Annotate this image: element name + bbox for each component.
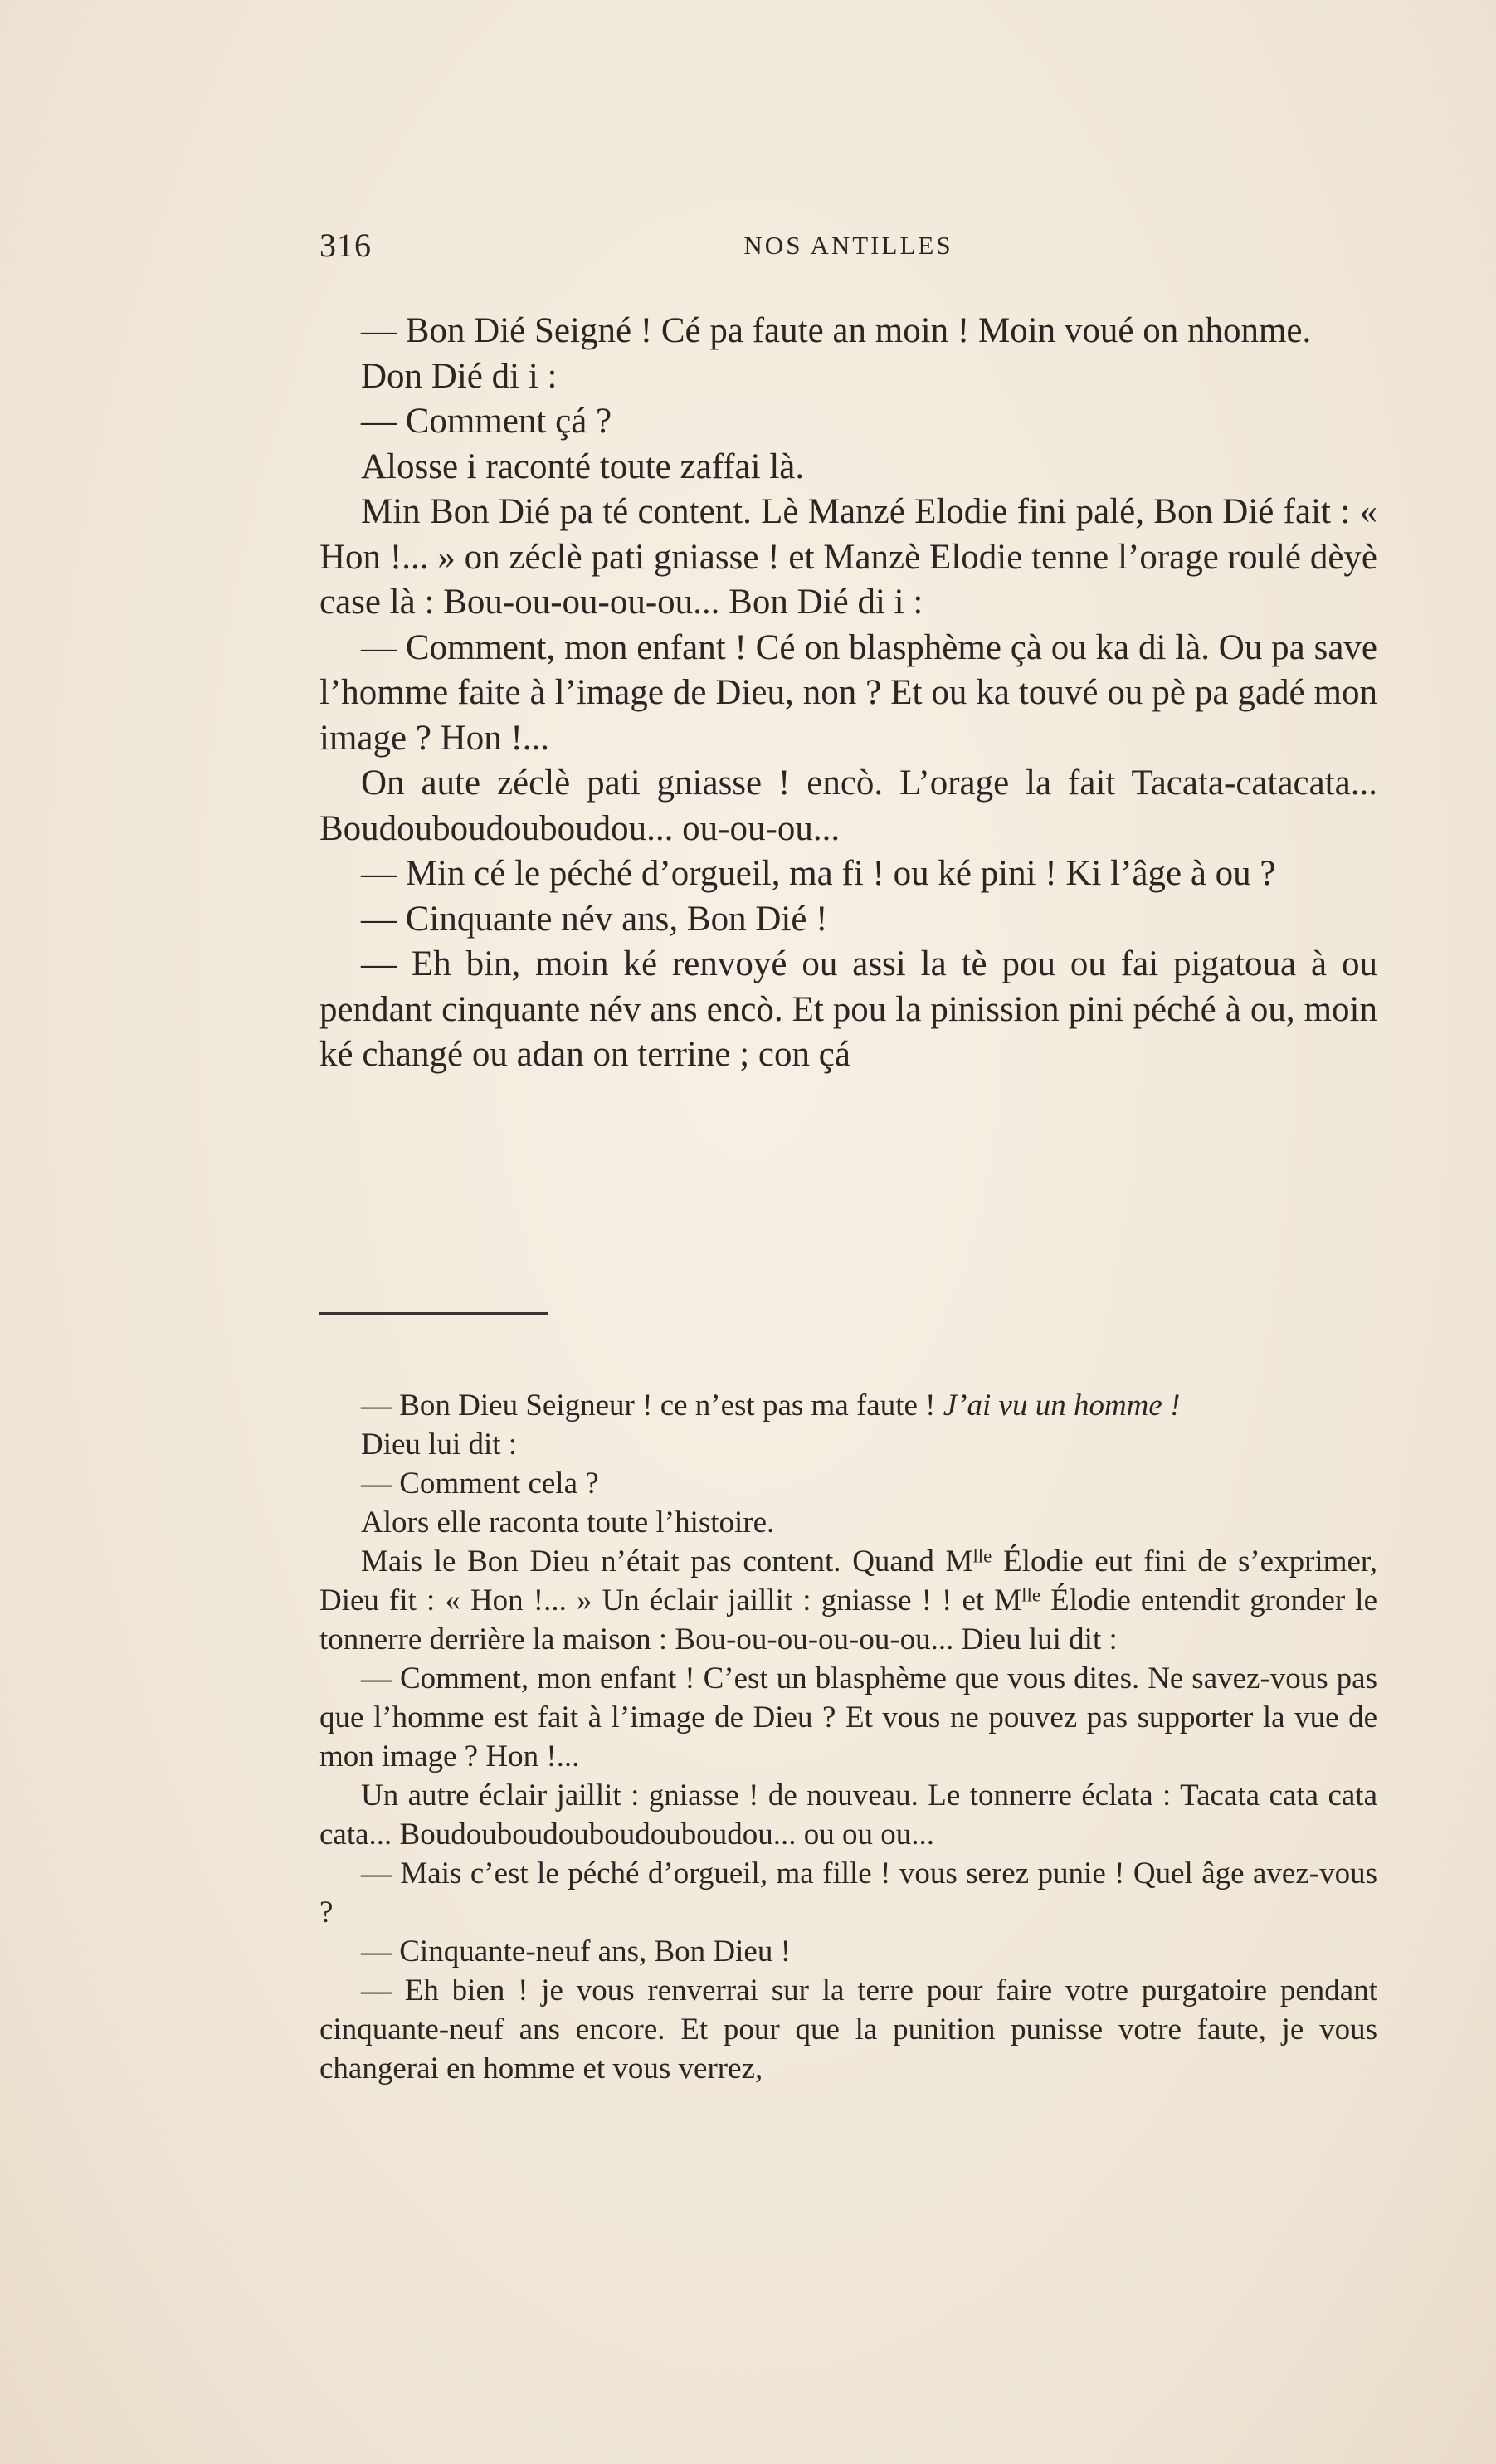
main-paragraph: Alosse i raconté toute zaffai là.: [361, 446, 805, 486]
note-paragraph: Alors elle raconta toute l’histoire.: [361, 1505, 775, 1539]
note-text: Mais le Bon Dieu n’était pas content. Quand M: [361, 1544, 973, 1578]
note-paragraph: Dieu lui dit :: [361, 1427, 518, 1461]
page-header: [319, 226, 1377, 267]
note-paragraph: — Comment, mon enfant ! C’est un blasphème que vous dites. Ne savez-vous pas que l’homme est fait à l’image de Dieu ? Et vous ne pouvez pas supporter la vue de mon image ? Hon !...: [319, 1661, 1377, 1774]
note-paragraph: — Eh bien ! je vous renverrai sur la terre pour faire votre purgatoire pendant cinquante-neuf ans encore. Et pour que la punition punisse votre faute, je vous changerai en homme et vous verrez,: [319, 1974, 1377, 2086]
running-head: NOS ANTILLES: [743, 231, 953, 260]
main-paragraph: Don Dié di i :: [361, 356, 558, 396]
main-paragraph: On aute zéclè pati gniasse ! encò. L’orage la fait Tacata-catacata... Boudouboudouboudou... ou-ou-ou...: [319, 764, 1377, 848]
main-text: [319, 309, 1377, 1078]
note-paragraph: — Comment cela ?: [361, 1466, 599, 1500]
main-paragraph: — Comment çá ?: [361, 402, 612, 441]
note-paragraph: — Mais c’est le péché d’orgueil, ma fille ! vous serez punie ! Quel âge avez-vous ?: [319, 1857, 1377, 1930]
note-text: Élodie eut fini de s’exprimer, Dieu fit : « Hon !... » Un éclair jaillit : gniasse ! ! et M: [319, 1544, 1378, 1617]
note-paragraph: — Cinquante-neuf ans, Bon Dieu !: [361, 1935, 791, 1969]
note-superscript: lle: [1021, 1584, 1041, 1606]
main-paragraph: — Cinquante név ans, Bon Dié !: [361, 899, 828, 939]
translation-notes: [319, 1386, 1377, 2088]
main-paragraph: — Min cé le péché d’orgueil, ma fi ! ou ké pini ! Ki l’âge à ou ?: [361, 854, 1276, 893]
footnote-rule: [319, 1312, 548, 1315]
note-paragraph: [319, 1542, 1377, 1659]
page-number: 316: [319, 227, 372, 264]
main-paragraph: — Comment, mon enfant ! Cé on blasphème çà ou ka di là. Ou pa save l’homme faite à l’image de Dieu, non ? Et ou ka touvé ou pè pa gadé mon image ? Hon !...: [319, 627, 1377, 758]
main-paragraph: — Eh bin, moin ké renvoyé ou assi la tè pou ou fai pigatoua à ou pendant cinquante név ans encò. Et pou la pinission pini péché à ou, moin ké changé ou adan on terrine ; con çá: [319, 944, 1377, 1074]
main-paragraph: Min Bon Dié pa té content. Lè Manzé Elodie fini palé, Bon Dié fait : « Hon !... » on zéclè pati gniasse ! et Manzè Elodie tenne l’orage roulé dèyè case là : Bou-ou-ou-ou-ou... Bon Dié di i :: [319, 492, 1377, 622]
note-paragraph: Un autre éclair jaillit : gniasse ! de nouveau. Le tonnerre éclata : Tacata cata cata cata... Boudouboudouboudouboudou... ou ou ou...: [319, 1778, 1377, 1852]
note-italic: J’ai vu un homme !: [943, 1388, 1181, 1422]
note-text: — Bon Dieu Seigneur ! ce n’est pas ma faute !: [361, 1388, 943, 1422]
main-paragraph: — Bon Dié Seigné ! Cé pa faute an moin ! Moin voué on nhonme.: [361, 311, 1312, 350]
note-paragraph: [319, 1386, 1377, 1425]
note-superscript: lle: [972, 1545, 992, 1567]
note-text: Élodie entendit gronder le tonnerre derrière la maison : Bou-ou-ou-ou-ou-ou... Dieu lui dit :: [319, 1583, 1377, 1656]
